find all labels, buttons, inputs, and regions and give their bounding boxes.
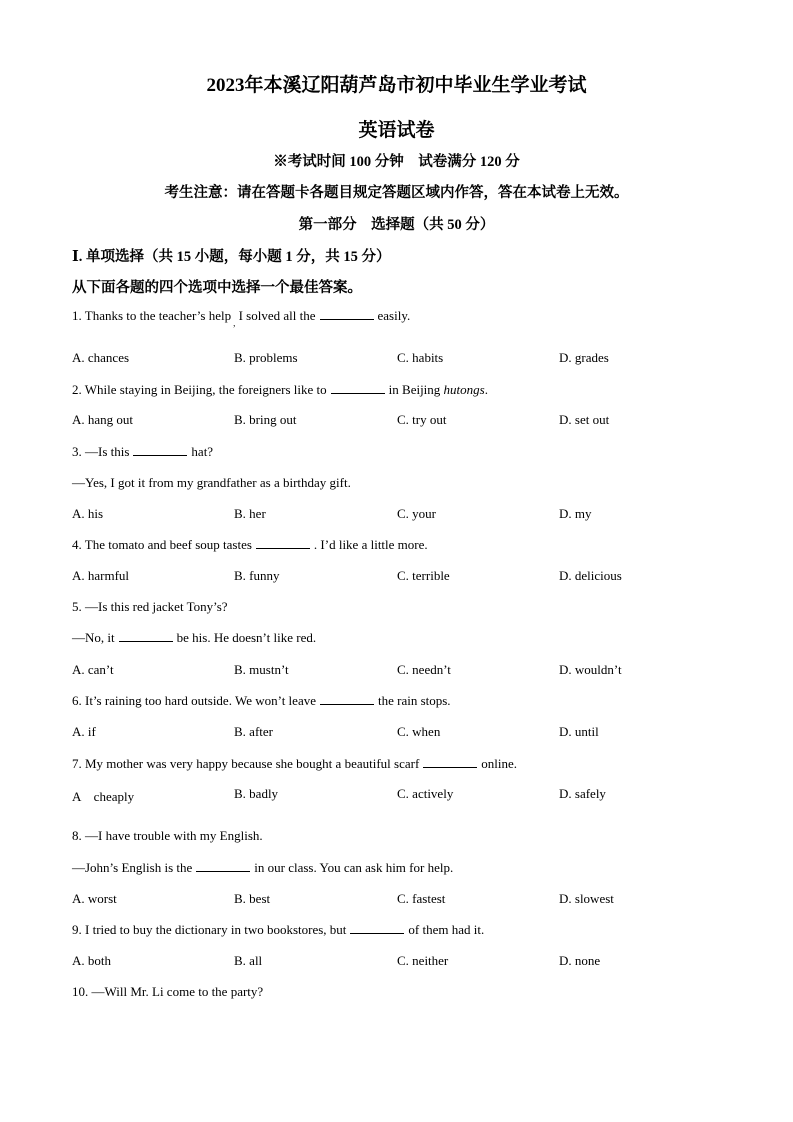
exam-time-score: ※考试时间 100 分钟 试卷满分 120 分 (273, 154, 520, 170)
answer-blank (256, 538, 310, 549)
q2-option-d: D. set out (559, 412, 610, 427)
q7-option-c: C. actively (397, 786, 454, 801)
q2-stem-d: . (484, 382, 488, 397)
q9-option-d: D. none (559, 953, 601, 968)
q1-option-c: C. habits (397, 350, 444, 365)
q2-option-a: A. hang out (72, 412, 134, 427)
exam-notice: 考生注意：请在答题卡各题目规定答题区域内作答，答在本试卷上无效。 (164, 185, 629, 201)
answer-blank (119, 631, 173, 642)
q1-stem-a: 1. Thanks to the teacher’s help (72, 308, 232, 323)
q3-stem-c: hat? (191, 444, 214, 459)
q8-reply-c: in our class. You can ask him for help. (254, 860, 454, 875)
q2-stem-a: 2. While staying in Beijing, the foreigners like to (72, 382, 327, 397)
q6-option-c: C. when (397, 724, 441, 739)
q9-option-a: A. both (72, 953, 111, 968)
q2-stem-c: in Beijing (388, 382, 441, 397)
q8-option-d: D. slowest (559, 891, 614, 906)
q4-option-d: D. delicious (559, 568, 622, 583)
q5-reply-a: —No, it (72, 630, 115, 645)
q8-option-a: A. worst (72, 891, 117, 906)
question-4 (72, 537, 428, 553)
q5-option-d: D. wouldn’t (559, 662, 622, 677)
q9-stem-c: of them had it. (408, 922, 485, 937)
q7-stem-c: online. (481, 756, 518, 771)
q6-option-b: B. after (234, 724, 273, 739)
q3-stem-a: 3. —Is this (72, 444, 130, 459)
q4-option-a: A. harmful (72, 568, 130, 583)
section-title: Ⅰ. 单项选择（共 15 小题，每小题 1 分，共 15 分） (72, 249, 391, 265)
q5-option-c: C. needn’t (397, 662, 451, 677)
q1-option-d: D. grades (559, 350, 609, 365)
q4-stem-c: . I’d like a little more. (313, 537, 428, 552)
q5-reply-c: be his. He doesn’t like red. (176, 630, 317, 645)
q3-reply: —Yes, I got it from my grandfather as a birthday gift. (72, 475, 351, 490)
q4-option-b: B. funny (234, 568, 280, 583)
q3-option-b: B. her (234, 506, 266, 521)
exam-title: 2023年本溪辽阳葫芦岛市初中毕业生学业考试 (206, 75, 587, 96)
answer-blank (423, 757, 477, 768)
exam-subject: 英语试卷 (358, 120, 435, 141)
q8-option-c: C. fastest (397, 891, 446, 906)
q4-stem-a: 4. The tomato and beef soup tastes (72, 537, 252, 552)
q2-option-b: B. bring out (234, 412, 297, 427)
q2-italic: hutongs (443, 382, 485, 397)
answer-blank (331, 383, 385, 394)
q1-option-b: B. problems (234, 350, 298, 365)
q6-stem-c: the rain stops. (377, 693, 451, 708)
answer-blank (320, 309, 374, 320)
q5-option-b: B. mustn’t (234, 662, 289, 677)
answer-blank (196, 861, 250, 872)
question-3 (72, 444, 213, 460)
answer-blank (320, 694, 374, 705)
q7-stem-a: 7. My mother was very happy because she bought a beautiful scarf (72, 756, 420, 771)
q6-stem-a: 6. It’s raining too hard outside. We won’t leave (72, 693, 316, 708)
question-10: 10. —Will Mr. Li come to the party? (72, 984, 264, 999)
q1-stem-b: I solved all the (235, 308, 316, 323)
answer-blank (133, 445, 187, 456)
q1-mark: , (233, 318, 236, 328)
q6-option-d: D. until (559, 724, 599, 739)
q7-option-a: A cheaply (72, 789, 135, 804)
q9-stem-a: 9. I tried to buy the dictionary in two bookstores, but (72, 922, 347, 937)
q5-reply (72, 630, 316, 646)
part-heading: 第一部分 选择题（共 50 分） (298, 217, 495, 233)
q1-option-a: A. chances (72, 350, 130, 365)
q5-option-a: A. can’t (72, 662, 114, 677)
question-7 (72, 756, 517, 772)
q1-stem-c: easily. (377, 308, 411, 323)
q9-option-c: C. neither (397, 953, 449, 968)
question-9 (72, 922, 484, 938)
q6-option-a: A. if (72, 724, 96, 739)
q8-reply (72, 860, 453, 876)
q8-reply-a: —John’s English is the (72, 860, 193, 875)
question-5: 5. —Is this red jacket Tony’s? (72, 599, 228, 614)
q3-option-c: C. your (397, 506, 436, 521)
answer-blank (350, 923, 404, 934)
section-instruction: 从下面各题的四个选项中选择一个最佳答案。 (72, 280, 362, 296)
q3-option-d: D. my (559, 506, 592, 521)
q8-option-b: B. best (234, 891, 271, 906)
question-8: 8. —I have trouble with my English. (72, 828, 263, 843)
q2-option-c: C. try out (397, 412, 447, 427)
q3-option-a: A. his (72, 506, 104, 521)
question-2 (72, 382, 488, 398)
q7-option-b: B. badly (234, 786, 279, 801)
question-1 (72, 308, 411, 328)
q7-option-d: D. safely (559, 786, 606, 801)
question-6 (72, 693, 451, 709)
q4-option-c: C. terrible (397, 568, 450, 583)
q9-option-b: B. all (234, 953, 263, 968)
